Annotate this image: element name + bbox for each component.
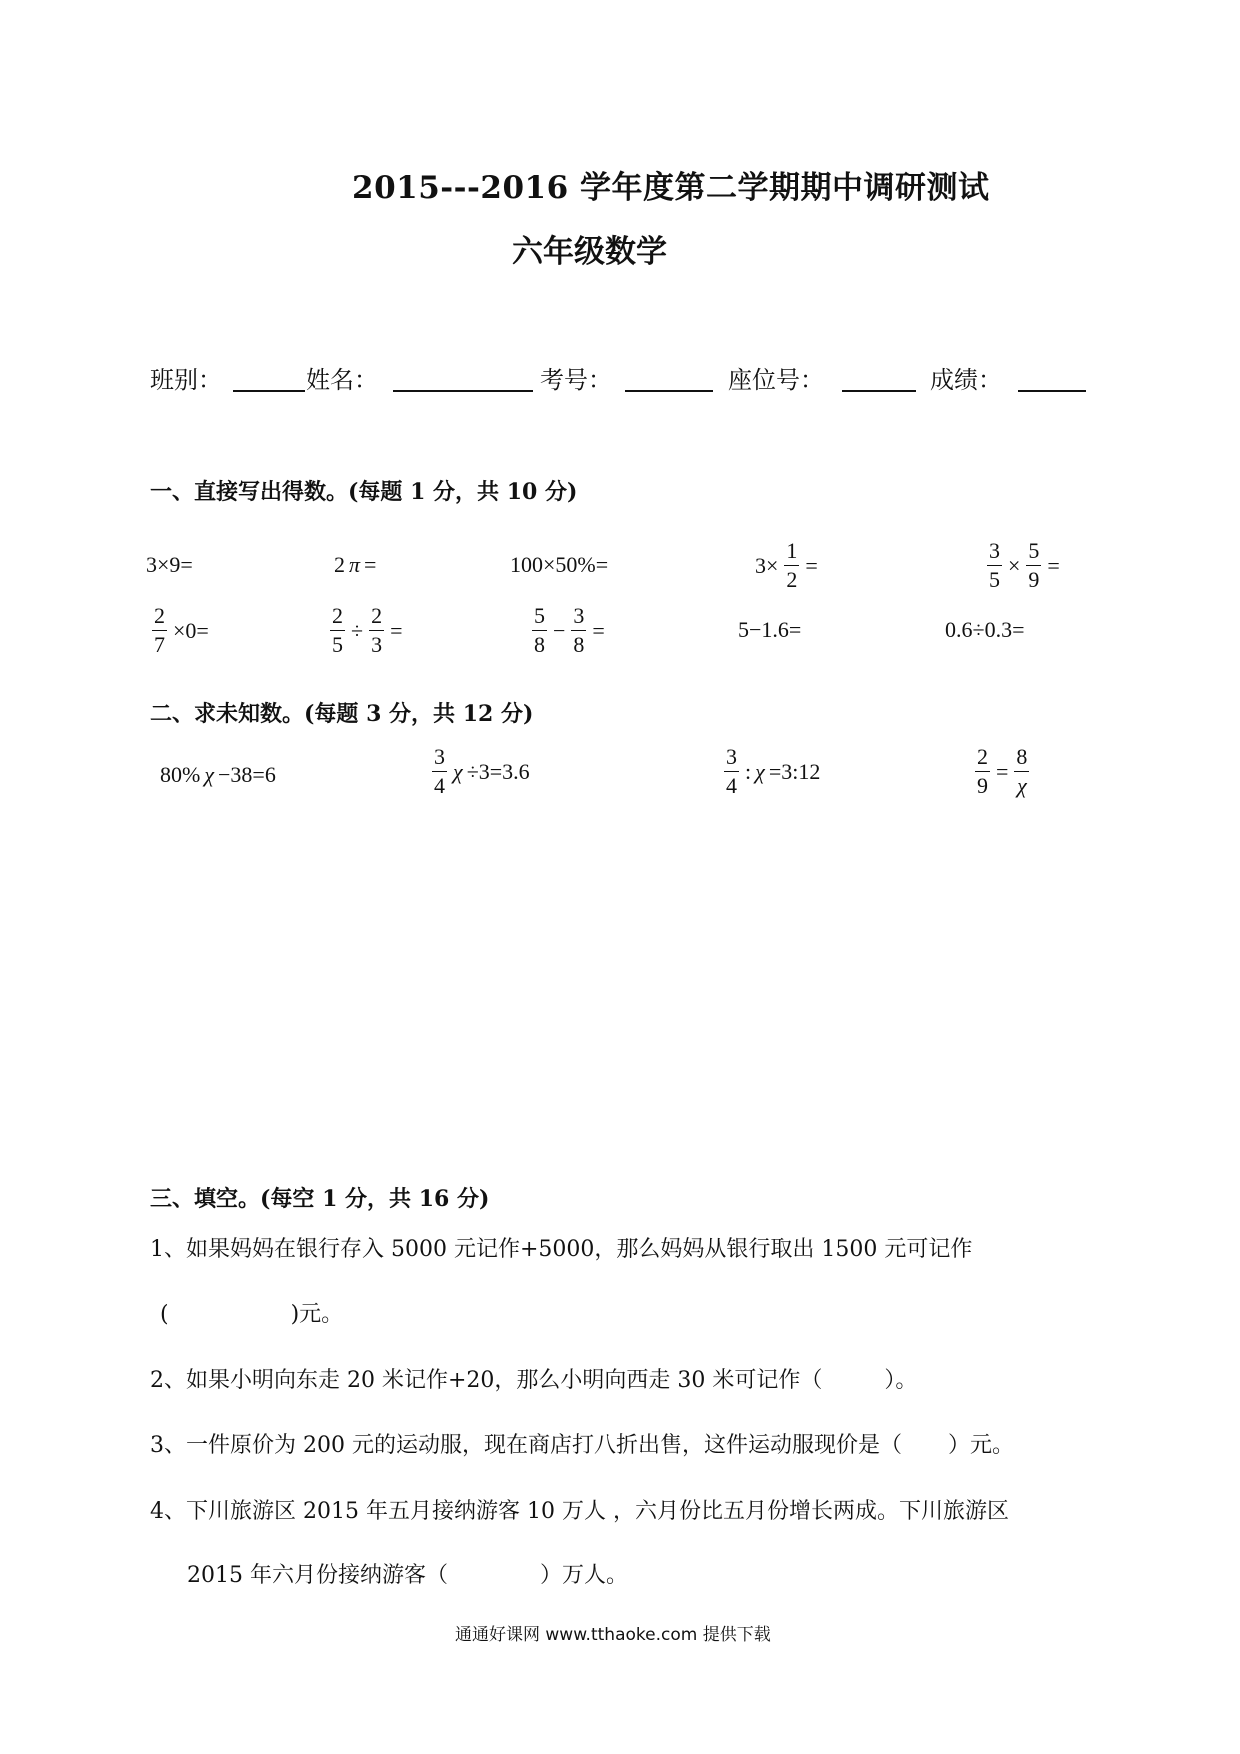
calc-5	[985, 540, 1060, 591]
question-3-text: 3、一件原价为 200 元的运动服，现在商店打八折出售，这件运动服现价是（	[150, 1433, 902, 1458]
seat-number-label: 座位号：	[728, 366, 824, 394]
calc-9	[738, 617, 801, 643]
divide-sign: ÷	[351, 617, 364, 643]
question-4-line-1: 4、下川旅游区 2015 年五月接纳游客 10 万人 ，六月份比五月份增长两成。下川旅游区	[150, 1499, 1009, 1524]
times-sign: ×	[1008, 552, 1021, 578]
calc-1	[146, 552, 193, 578]
fraction	[1026, 540, 1041, 591]
fraction	[987, 540, 1002, 591]
seat-number-blank[interactable]	[842, 366, 916, 392]
chi-symbol: χ	[755, 758, 765, 784]
equation-3	[722, 746, 820, 797]
name-label: 姓名：	[306, 366, 378, 394]
question-4-text: 2015 年六月份接纳游客（	[187, 1563, 448, 1588]
numerator: 2	[975, 746, 990, 772]
denominator: 7	[154, 632, 165, 657]
equation-1-rest: −38=6	[218, 762, 276, 787]
calc-7-eq: =	[390, 617, 403, 643]
score-label: 成绩：	[930, 366, 1002, 394]
fraction	[532, 605, 547, 656]
calc-4	[755, 540, 818, 591]
denominator: χ	[1017, 773, 1027, 798]
fraction	[432, 746, 447, 797]
question-3-close: ）元。	[947, 1433, 1014, 1458]
numerator: 3	[724, 746, 739, 772]
fraction	[571, 605, 586, 656]
numerator: 2	[330, 605, 345, 631]
fraction	[784, 540, 799, 591]
numerator: 3	[987, 540, 1002, 566]
denominator: 5	[989, 567, 1000, 592]
equation-2	[430, 746, 530, 797]
name-blank[interactable]	[393, 366, 533, 392]
calc-6-rest: ×0=	[173, 617, 209, 643]
percent: 80%	[160, 762, 201, 787]
denominator: 4	[434, 773, 445, 798]
calc-10	[945, 617, 1024, 643]
minus-sign: −	[553, 617, 566, 643]
denominator: 2	[786, 567, 798, 592]
denominator: 5	[332, 632, 343, 657]
equation-3-rest: =3:12	[768, 758, 821, 784]
fraction	[1014, 746, 1029, 797]
equals-sign: =	[996, 758, 1009, 784]
numerator: 8	[1014, 746, 1029, 772]
calc-2-coef: 2	[334, 552, 345, 577]
numerator: 1	[784, 540, 799, 566]
question-4-line-2	[187, 1558, 628, 1589]
equation-1	[160, 762, 276, 788]
calc-1-text: 3×9=	[146, 552, 193, 577]
calc-6	[150, 605, 209, 656]
calc-5-eq: =	[1047, 552, 1060, 578]
chi-symbol: χ	[204, 762, 215, 787]
denominator: 9	[977, 773, 988, 798]
class-label: 班别：	[150, 366, 222, 394]
denominator: 8	[534, 632, 545, 657]
numerator: 2	[152, 605, 167, 631]
calc-3	[510, 552, 608, 578]
question-2	[150, 1363, 917, 1394]
fraction	[152, 605, 167, 656]
numerator: 5	[532, 605, 547, 631]
denominator: 9	[1028, 567, 1040, 592]
calc-8	[530, 605, 605, 656]
fraction	[975, 746, 990, 797]
close-paren-unit: )元。	[290, 1302, 344, 1327]
fraction	[369, 605, 384, 656]
exam-number-blank[interactable]	[625, 366, 713, 392]
exam-number-field	[540, 360, 612, 395]
question-4-close: ）万人。	[539, 1563, 628, 1588]
calc-8-eq: =	[592, 617, 605, 643]
section3-title: 三、填空。(每空 1 分，共 16 分)	[150, 1186, 490, 1212]
open-paren: (	[160, 1302, 169, 1327]
denominator: 4	[726, 773, 737, 798]
fraction	[330, 605, 345, 656]
exam-title: 2015---2016 学年度第二学期期中调研测试	[352, 170, 990, 206]
calc-10-text: 0.6÷0.3=	[945, 617, 1025, 642]
score-blank[interactable]	[1018, 366, 1086, 392]
equation-2-rest: ÷3=3.6	[466, 758, 530, 784]
section1-title: 一、直接写出得数。(每题 1 分，共 10 分)	[150, 479, 578, 505]
exam-number-label: 考号：	[540, 366, 612, 394]
numerator: 3	[432, 746, 447, 772]
exam-subtitle: 六年级数学	[512, 234, 667, 270]
colon: :	[745, 758, 752, 784]
denominator: 3	[371, 632, 383, 657]
section2-title: 二、求未知数。(每题 3 分，共 12 分)	[150, 701, 534, 727]
calc-7	[328, 605, 403, 656]
calc-9-text: 5−1.6=	[738, 617, 802, 642]
question-1-line-2	[160, 1297, 343, 1328]
question-3	[150, 1428, 1014, 1459]
calc-2-eq: =	[364, 552, 377, 577]
question-1-line-1: 1、如果妈妈在银行存入 5000 元记作+5000，那么妈妈从银行取出 1500 元可记作	[150, 1237, 973, 1262]
question-2-text: 2、如果小明向东走 20 米记作+20，那么小明向西走 30 米可记作（	[150, 1368, 823, 1393]
calc-4-left: 3×	[755, 552, 779, 578]
numerator: 3	[571, 605, 586, 631]
chi-symbol: χ	[453, 758, 463, 784]
numerator: 2	[369, 605, 384, 631]
pi-symbol: π	[349, 552, 361, 577]
calc-2	[334, 552, 376, 578]
class-blank[interactable]	[233, 366, 305, 392]
calc-3-text: 100×50%=	[510, 552, 609, 577]
denominator: 8	[573, 632, 585, 657]
seat-number-field	[728, 360, 824, 395]
name-field	[306, 360, 378, 395]
score-field	[930, 360, 1002, 395]
fraction	[724, 746, 739, 797]
numerator: 5	[1026, 540, 1041, 566]
footer-credit: 通通好课网 www.tthaoke.com 提供下载	[455, 1625, 771, 1645]
question-2-close: ）。	[884, 1368, 918, 1393]
equation-4	[973, 746, 1031, 797]
class-field	[150, 360, 222, 395]
calc-4-eq: =	[805, 552, 818, 578]
